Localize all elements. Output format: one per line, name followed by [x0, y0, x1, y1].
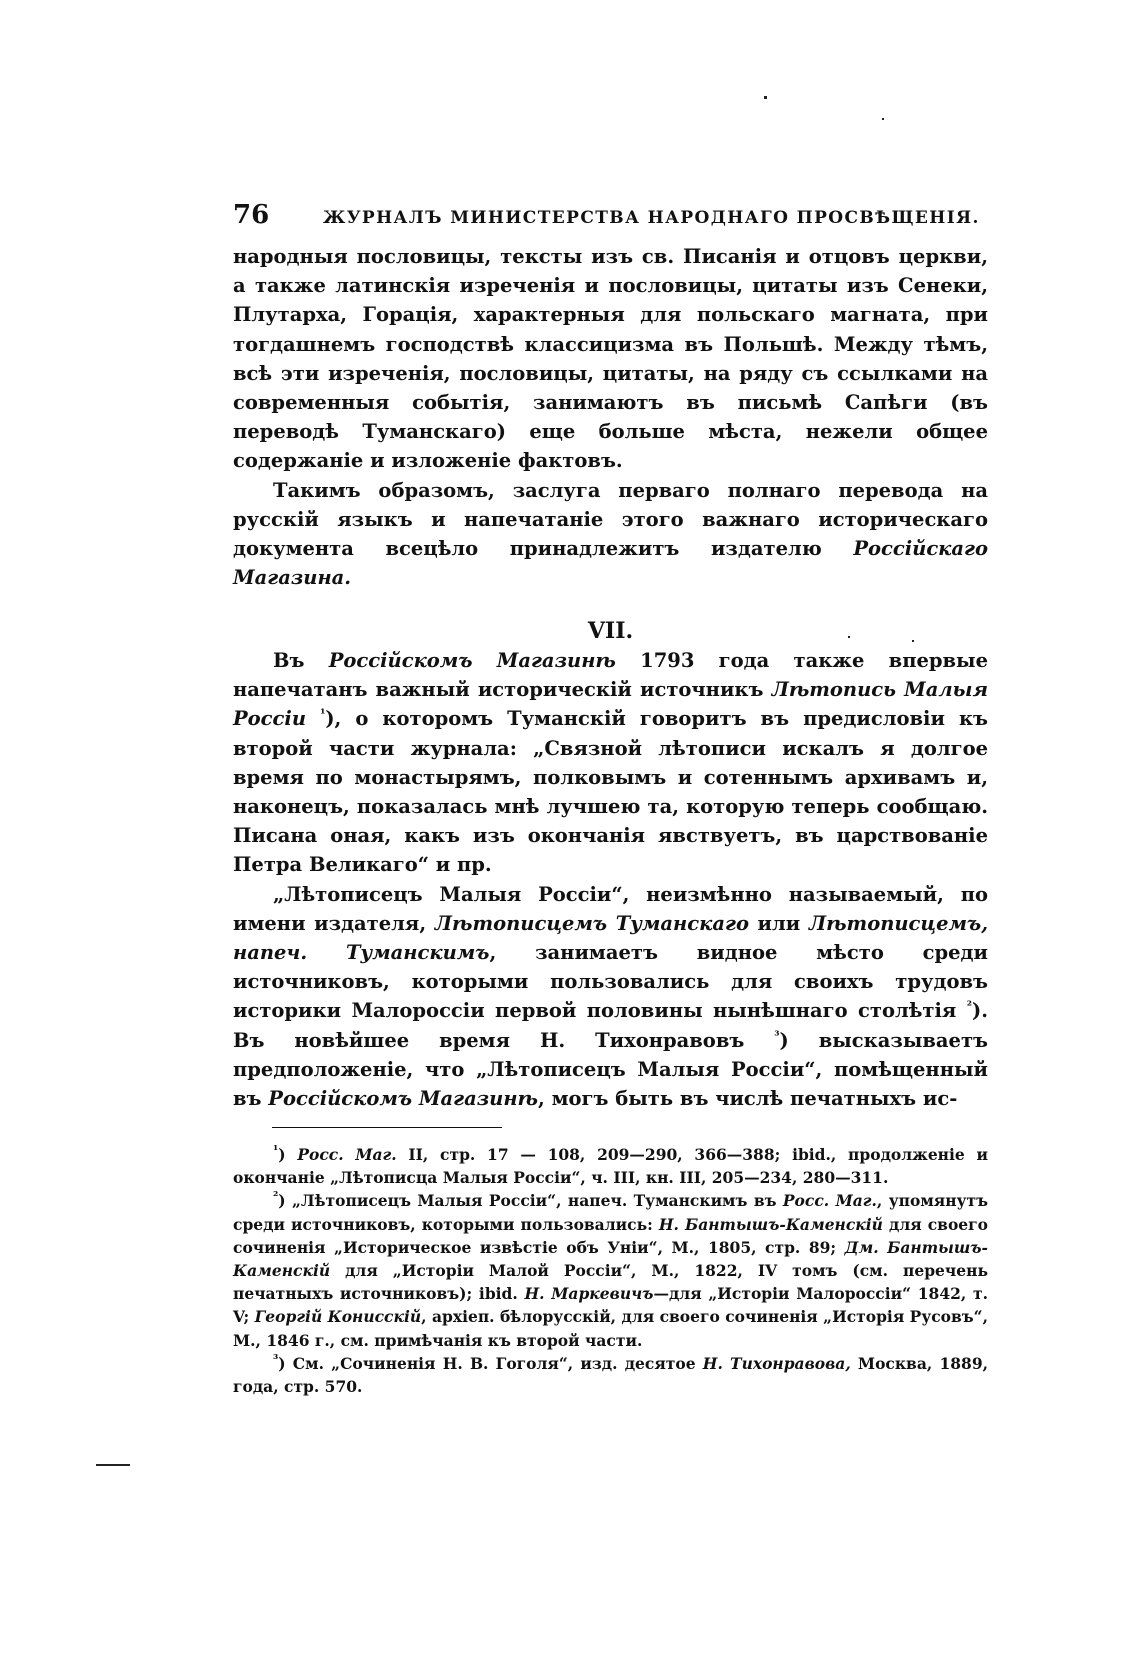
paragraph-2 — [233, 476, 988, 593]
fn2-text: для своего сочиненія „Историческое извѣстіе объ Уніи“, М., 1805, стр. 89; — [233, 1214, 988, 1257]
fn3-text: Москва, 1889, года, стр. 570. — [233, 1353, 988, 1397]
p4-text: или — [748, 911, 809, 935]
fn1-italic: Росс. Маг. — [297, 1145, 397, 1164]
p3-text: Въ — [273, 649, 329, 672]
fn2-italic: Н. Маркевичъ — [524, 1284, 654, 1304]
paragraph-2-text: Такимъ образомъ, заслуга перваго полнаго перевода на русскій языкъ и напечатаніе этого важнаго историческаго документа всецѣло принадлежитъ издателю — [233, 478, 988, 561]
fn2-text: , упомянутъ среди источниковъ, которыми пользовались: — [233, 1191, 988, 1234]
footnote-ref-2[interactable]: ² — [966, 998, 972, 1013]
fn3-italic: Н. Тихонравова, — [702, 1353, 851, 1373]
fn2-text: —для „Исторіи Малороссіи“ 1842, т. V; — [233, 1284, 988, 1327]
p4-text: , могъ быть въ числѣ печатныхъ ис- — [538, 1087, 958, 1111]
fn3-text: ) См. „Сочиненія Н. В. Гоголя“, изд. десятое — [278, 1353, 703, 1373]
paragraph-1: народныя пословицы, тексты изъ св. Писанія и отцовъ церкви, а также латинскія изреченія и пословицы, цитаты изъ Сенеки, Плутарха, Горація, характерныя для польскаго магната, при тогдашнемъ господствѣ классицизма въ Польшѣ. Между тѣмъ, всѣ эти изреченія, пословицы, цитаты, на ряду съ ссылками на современныя событія, занимаютъ въ письмѣ Сапѣги (въ переводѣ Туманскаго) еще больше мѣста, нежели общее содержаніе и изложеніе фактовъ. — [233, 245, 988, 473]
p4-text: , занимаетъ видное мѣсто среди источниковъ, которыми пользовались для своихъ трудовъ историки Малороссіи первой половины нынѣшнаго столѣтія — [233, 941, 988, 1023]
footnote-ref-3[interactable]: ³ — [774, 1028, 780, 1043]
margin-dash — [96, 1464, 130, 1466]
scan-speck — [764, 96, 767, 99]
fn2-text: ) „Лѣтописецъ Малыя Россіи“, напеч. Туманскимъ въ — [278, 1191, 783, 1211]
fn2-italic: Георгій Конисскій — [254, 1307, 422, 1327]
paragraph-3 — [233, 646, 988, 880]
fn2-italic: Росс. Маг. — [782, 1191, 877, 1211]
main-text — [233, 646, 988, 1113]
magazine-title: Россійскаго Магазина. — [233, 537, 988, 590]
p3-text: ), о которомъ Туманскій говоритъ въ предисловіи къ второй части журнала: „Связной лѣтописи искалъ я долгое время по монастырямъ, полковымъ и сотеннымъ архивамъ и, наконецъ, показалась мнѣ лучшею та, которую теперь сообщаю. Писана оная, какъ изъ окончанія явствуетъ, въ царствованіе Петра Великаго“ и пр. — [233, 707, 988, 877]
footnotes — [233, 1143, 988, 1398]
p3-italic: Лѣтопись Малыя Россіи — [233, 678, 988, 731]
fn2-mark: ² — [273, 1189, 279, 1204]
paragraph-4 — [233, 880, 988, 1114]
running-header — [233, 200, 988, 230]
footnote-ref-1[interactable]: ¹ — [320, 706, 326, 721]
journal-title: ЖУРНАЛЪ МИНИСТЕРСТВА НАРОДНАГО ПРОСВѢЩЕНІЯ. — [323, 208, 980, 228]
fn3-mark: ³ — [273, 1351, 279, 1366]
p3-italic: Россійскомъ Магазинѣ — [328, 649, 616, 672]
page-number: 76 — [233, 200, 270, 230]
footnote-1 — [233, 1143, 988, 1189]
footnote-2 — [233, 1189, 988, 1351]
fn1-mark: ¹ — [273, 1142, 279, 1157]
p3-text: 1793 года также впервые напечатанъ важный историческій источникъ — [233, 649, 989, 702]
fn1-text: II, стр. 17 — 108, 209—290, 366—388; ibid., продолженіе и окончаніе „Лѣтописца Малыя Россіи“, ч. III, кн. III, 205—234, 280—311. — [233, 1145, 989, 1188]
section-heading: VII. — [587, 618, 634, 644]
p4-text: „Лѣтописецъ Малыя Россіи“, неизмѣнно называемый, по имени издателя, — [233, 882, 988, 935]
fn1-text: ) — [278, 1145, 298, 1164]
p4-italic: Россійскомъ Магазинѣ — [268, 1087, 539, 1111]
p4-italic: Лѣтописцемъ Туманскаго — [434, 911, 749, 935]
p4-italic: Лѣтописцемъ, напеч. Туманскимъ — [233, 911, 988, 965]
intro-text — [233, 242, 988, 592]
scan-speck — [882, 118, 884, 120]
footnote-3 — [233, 1352, 988, 1398]
p4-text: ). Въ новѣйшее время Н. Тихонравовъ — [233, 999, 988, 1052]
fn2-text: для „Исторіи Малой Россіи“, М., 1822, IV томъ (см. перечень печатныхъ источниковъ); ibid. — [233, 1261, 988, 1304]
footnote-rule — [272, 1127, 502, 1128]
p4-text: ) высказываетъ предположеніе, что „Лѣтописецъ Малыя Россіи“, помѣщенный въ — [233, 1028, 989, 1111]
fn2-text: , архіеп. бѣлорусскій, для своего сочиненія „Исторія Русовъ“, М., 1846 г., см. примѣчанія къ второй части. — [233, 1307, 988, 1350]
fn2-italic: Н. Бантышъ-Каменскій — [658, 1214, 883, 1234]
fn2-italic: Дм. Бантышъ-Каменскій — [233, 1237, 988, 1281]
